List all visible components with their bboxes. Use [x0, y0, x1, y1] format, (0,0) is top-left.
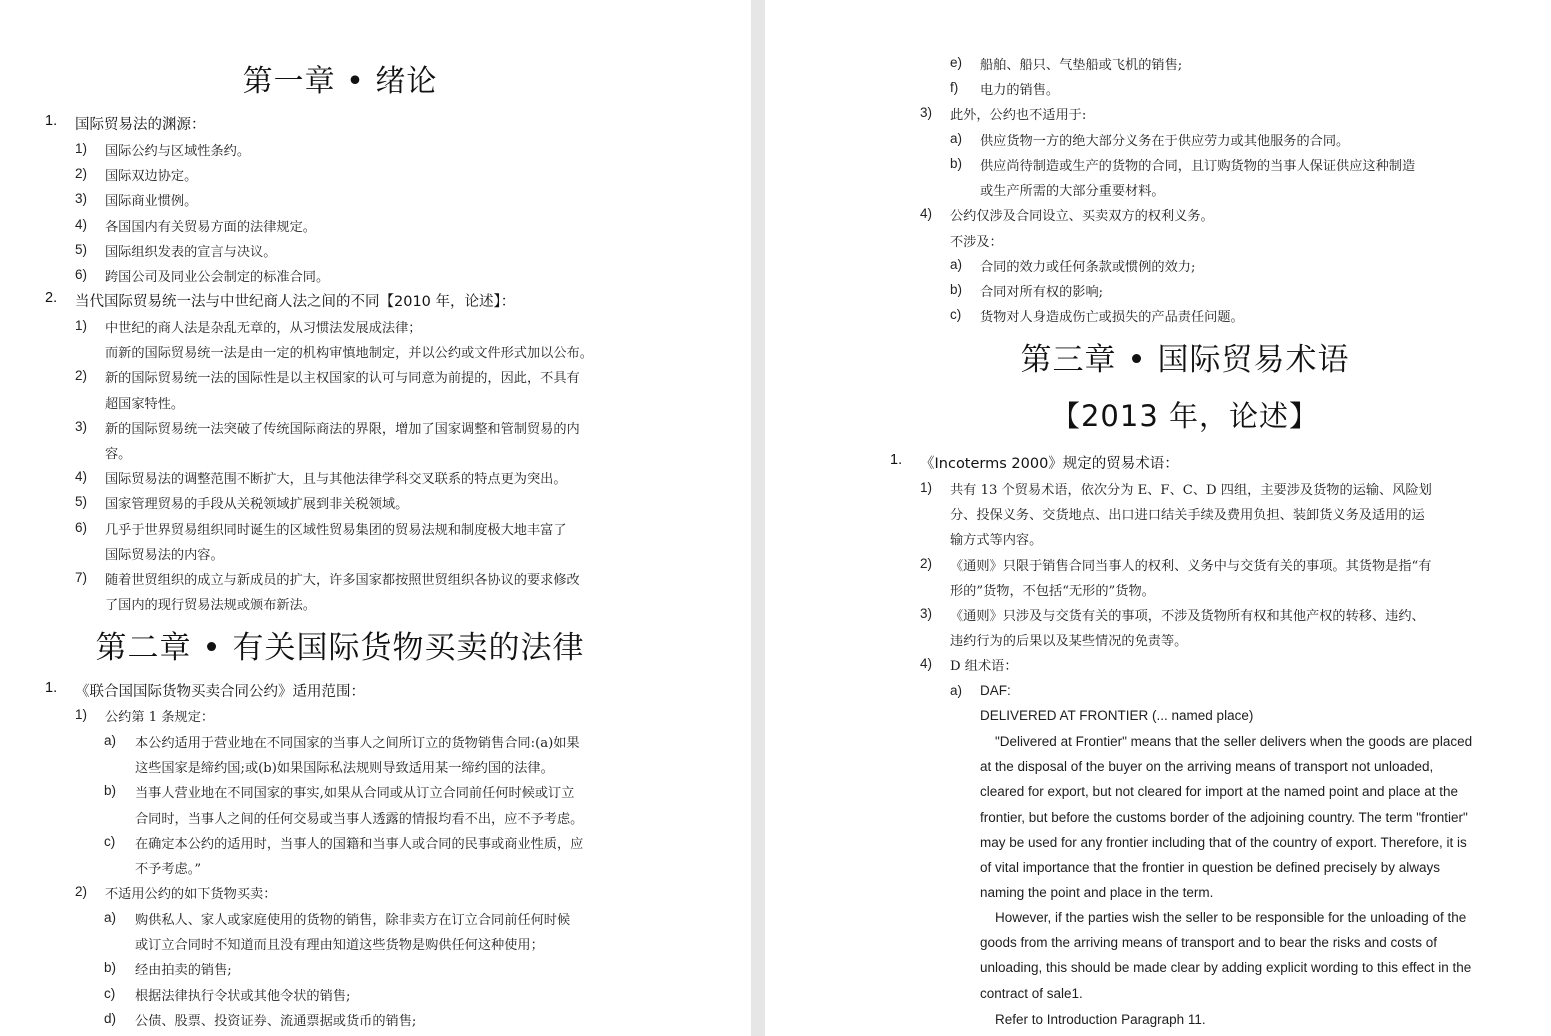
list-item-text: 新的国际贸易统一法的国际性是以主权国家的认可与同意为前提的，因此，不具有: [105, 371, 580, 387]
sub-item-text: 电力的销售。: [980, 83, 1060, 99]
paragraph-line: of vital importance that the frontier in question be defined precisely by always: [980, 860, 1441, 875]
list-item-number: 5): [75, 241, 88, 257]
daf-label: DAF:: [980, 683, 1011, 698]
list-item-number: 2): [75, 166, 88, 182]
paragraph-line: However, if the parties wish the seller to be responsible for the unloading of the: [995, 910, 1467, 925]
sub-item-text: 不予考虑。”: [135, 862, 202, 877]
item-text: 此外，公约也不适用于:: [950, 108, 1087, 123]
sub-item-letter: f): [950, 80, 959, 96]
sub-item-text: 合同的效力或任何条款或惯例的效力;: [980, 260, 1196, 275]
sub-item-text: 供应尚待制造或生产的货物的合同，且订购货物的当事人保证供应这种制造: [980, 159, 1416, 175]
sub-item-text: 合同对所有权的影响;: [980, 285, 1104, 301]
chapter-3-title: 第三章 • 国际贸易术语: [1020, 342, 1350, 378]
sub-item-letter: d): [104, 1010, 117, 1026]
chapter-3-subtitle: 【2013 年，论述】: [1050, 399, 1320, 433]
paragraph-line: unloading, this should be made clear by adding explicit wording to this effect in the: [980, 960, 1472, 976]
list-item-number: 6): [75, 519, 88, 535]
list-item-number: 2): [920, 555, 933, 571]
item-text: 不适用公约的如下货物买卖：: [105, 887, 277, 902]
sub-item-text: 这些国家是缔约国;或(b)如果国际私法规则导致适用某一缔约国的法律。: [135, 761, 554, 777]
list-item-number: 7): [75, 570, 88, 585]
item-number: 3): [920, 105, 933, 120]
sub-item-text: 合同时，当事人之间的任何交易或当事人透露的情报均看不出，应不予考虑。: [135, 811, 584, 827]
item-number: 4): [920, 206, 933, 221]
list-item-text: 国际贸易法的内容。: [105, 547, 224, 563]
daf-full-name: DELIVERED AT FRONTIER (... named place): [980, 708, 1254, 723]
list-item-text: D 组术语：: [950, 659, 1018, 675]
list-item-number: 2): [75, 368, 88, 384]
list-item-text: 新的国际贸易统一法突破了传统国际商法的界限，增加了国家调整和管制贸易的内: [105, 421, 580, 437]
item-text: 公约仅涉及合同设立、买卖双方的权利义务。: [950, 209, 1214, 224]
section-number: 1.: [45, 680, 58, 696]
list-item-text: 输方式等内容。: [950, 533, 1043, 549]
list-item-number: 6): [75, 267, 88, 282]
chapter-1-title: 第一章 • 绪论: [242, 64, 438, 99]
sub-item-letter: b): [104, 783, 117, 799]
list-item-text: 随着世贸组织的成立与新成员的扩大，许多国家都按照世贸组织各协议的要求修改: [105, 573, 580, 588]
list-item-text: 国际贸易法的调整范围不断扩大，且与其他法律学科交叉联系的特点更为突出。: [105, 472, 567, 488]
section-heading: 《Incoterms 2000》规定的贸易术语：: [920, 456, 1179, 472]
list-item-text: 共有 13 个贸易术语，依次分为 E、F、C、D 四组，主要涉及货物的运输、风险划: [950, 483, 1432, 498]
item-text: 公约第 1 条规定：: [105, 710, 215, 725]
list-item-text: 各国国内有关贸易方面的法律规定。: [105, 219, 316, 235]
paragraph-line: contract of sale1.: [980, 985, 1083, 1001]
list-item-text: 分、投保义务、交货地点、出口进口结关手续及费用负担、装卸货义务及适用的运: [950, 508, 1425, 524]
paragraph-line: at the disposal of the buyer on the arriving means of transport not unloaded,: [980, 759, 1434, 775]
list-item-number: 3): [75, 418, 88, 434]
list-item-number: 4): [75, 469, 88, 485]
list-item-number: 4): [920, 656, 933, 672]
sub-item-letter: e): [950, 55, 963, 70]
right-document-page: [765, 0, 1551, 1036]
section-number: 2.: [45, 290, 58, 306]
sub-item-text: 经由拍卖的销售;: [135, 963, 232, 979]
sub-item-letter: b): [104, 960, 117, 976]
list-item-text: 容。: [105, 447, 132, 462]
paragraph-line: frontier, but before the customs border of the adjoining country. The term "frontier": [980, 809, 1468, 825]
left-document-page: [0, 0, 751, 1036]
sub-item-text: 或生产所需的大部分重要材料。: [980, 184, 1165, 200]
section-heading: 《联合国国际货物买卖合同公约》适用范围：: [75, 684, 365, 700]
list-item-number: 3): [75, 191, 88, 207]
list-item-number: 1): [75, 141, 88, 156]
list-item-text: 国际双边协定。: [105, 169, 198, 185]
sub-item-text: 或订立合同时不知道而且没有理由知道这些货物是购供任何这种使用；: [135, 938, 544, 954]
list-item-text: 了国内的现行贸易法规或颁布新法。: [105, 598, 316, 614]
sub-item-text: 在确定本公约的适用时，当事人的国籍和当事人或合同的民事或商业性质，应: [135, 836, 584, 852]
list-item-text: 《通则》只限于销售合同当事人的权利、义务中与交货有关的事项。其货物是指“有: [950, 558, 1432, 574]
chapter-2-title: 第二章 • 有关国际货物买卖的法律: [95, 630, 585, 666]
list-item-text: 跨国公司及同业公会制定的标准合同。: [105, 270, 330, 285]
sub-item-text: 船舶、船只、气垫船或飞机的销售;: [980, 58, 1183, 73]
sub-item-text: 根据法律执行令状或其他令状的销售;: [135, 988, 351, 1004]
sub-item-text: 当事人营业地在不同国家的事实,如果从合同或从订立合同前任何时候或订立: [135, 786, 575, 802]
sub-item-text: 购供私人、家人或家庭使用的货物的销售，除非卖方在订立合同前任何时候: [135, 913, 571, 928]
sub-item-letter: b): [950, 282, 963, 298]
list-item-text: 国际组织发表的宣言与决议。: [105, 244, 277, 260]
sub-item-letter: a): [950, 131, 963, 146]
item-number: 1): [75, 707, 88, 722]
sub-item-letter: a): [104, 910, 117, 925]
sub-item-letter: a): [950, 257, 963, 272]
paragraph-line: goods from the arriving means of transport and to bear the risks and costs of: [980, 935, 1437, 951]
list-item-number: 1): [75, 318, 88, 333]
sub-item-text: 供应货物一方的绝大部分义务在于供应劳力或其他服务的合同。: [980, 134, 1350, 149]
list-item-number: 4): [75, 216, 88, 232]
reference-note: Refer to Introduction Paragraph 11.: [995, 1012, 1206, 1027]
list-item-text: 形的”货物，不包括“无形的”货物。: [950, 583, 1155, 599]
paragraph-line: cleared for export, but not cleared for import at the named point and place at the: [980, 784, 1459, 800]
section-heading: 国际贸易法的渊源：: [75, 117, 206, 133]
paragraph-line: "Delivered at Frontier" means that the seller delivers when the goods are placed: [995, 734, 1473, 749]
list-item-number: 5): [75, 494, 88, 510]
section-heading: 当代国际贸易统一法与中世纪商人法之间的不同【2010 年，论述】：: [75, 294, 516, 310]
not-involved-label: 不涉及：: [950, 235, 1003, 250]
list-item-text: 超国家特性。: [105, 396, 185, 412]
section-number: 1.: [45, 113, 58, 129]
list-item-text: 国家管理贸易的手段从关税领域扩展到非关税领域。: [105, 497, 409, 513]
sub-item-letter: b): [950, 156, 963, 172]
sub-item-text: 公债、股票、投资证券、流通票据或货币的销售;: [135, 1013, 417, 1029]
sub-item-letter: a): [104, 733, 117, 748]
list-item-text: 违约行为的后果以及某些情况的免责等。: [950, 634, 1188, 650]
item-number: a): [950, 683, 963, 698]
list-item-text: 《通则》只涉及与交货有关的事项，不涉及货物所有权和其他产权的转移、违约、: [950, 609, 1425, 624]
paragraph-line: naming the point and place in the term.: [980, 885, 1214, 901]
list-item-text: 国际商业惯例。: [105, 194, 198, 210]
sub-item-letter: c): [104, 985, 116, 1001]
section-number: 1.: [890, 452, 903, 468]
sub-item-letter: c): [104, 833, 116, 849]
list-item-text: 而新的国际贸易统一法是由一定的机构审慎地制定，并以公约或文件形式加以公布。: [105, 346, 593, 362]
list-item-text: 国际公约与区域性条约。: [105, 144, 251, 159]
paragraph-line: may be used for any frontier including that of the country of export. Therefore, it is: [980, 834, 1467, 850]
list-item-text: 几乎于世界贸易组织同时诞生的区域性贸易集团的贸易法规和制度极大地丰富了: [105, 522, 567, 538]
list-item-number: 1): [920, 480, 933, 495]
item-number: 2): [75, 884, 88, 899]
sub-item-text: 本公约适用于营业地在不同国家的当事人之间所订立的货物销售合同:(a)如果: [135, 736, 580, 751]
sub-item-letter: c): [950, 307, 962, 323]
list-item-text: 中世纪的商人法是杂乱无章的，从习惯法发展成法律；: [105, 321, 422, 336]
sub-item-text: 货物对人身造成伤亡或损失的产品责任问题。: [980, 310, 1244, 326]
list-item-number: 3): [920, 606, 933, 621]
